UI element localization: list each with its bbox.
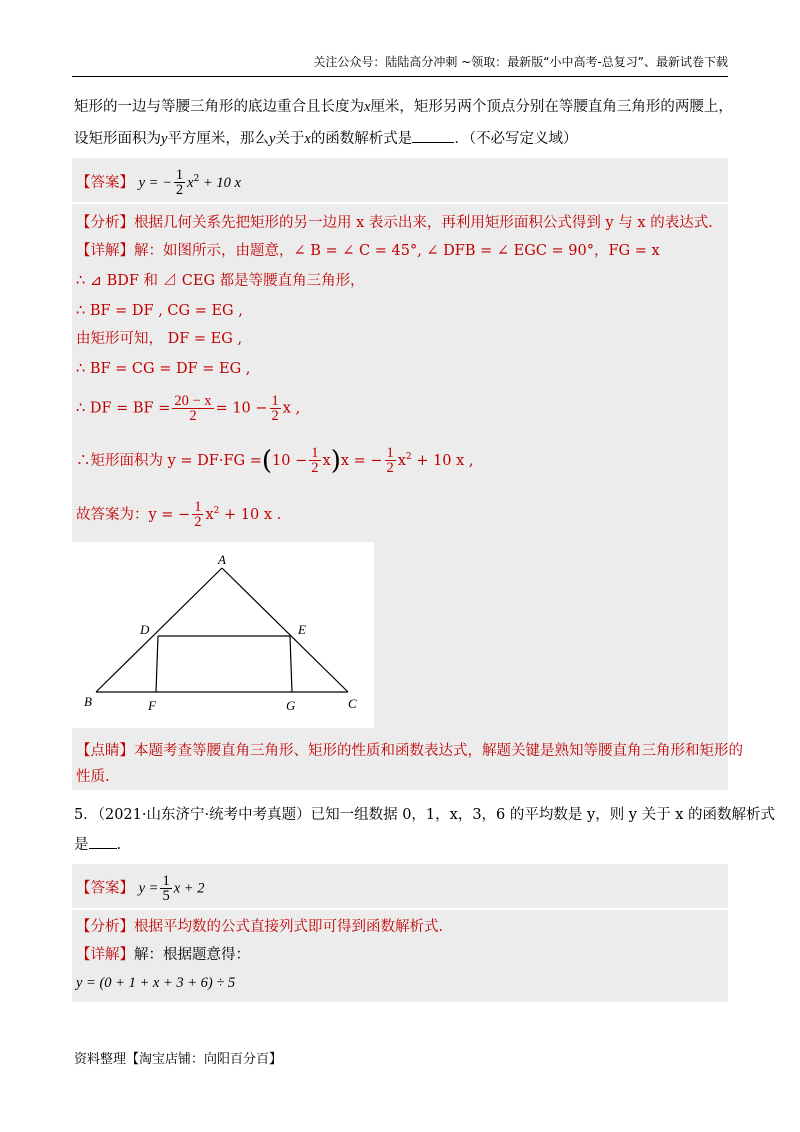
final-x: x: [205, 506, 214, 523]
q4-text: ．（不必写定义域）: [454, 131, 578, 147]
answer-fraction: [174, 168, 185, 197]
label-g: G: [286, 698, 296, 713]
step-1: ∴ ⊿ BDF 和 ⊿ CEG 都是等腰直角三角形，: [76, 273, 365, 289]
formula-row: y = (0 + 1 + x + 3 + 6) ÷ 5: [76, 975, 236, 991]
analysis4-row: [76, 212, 713, 234]
frac-num: 1: [194, 499, 202, 516]
side-ac: [222, 568, 348, 692]
answer4-row: [76, 168, 241, 197]
frac-den: 2: [311, 460, 319, 477]
triangle-rectangle-diagram: [72, 542, 374, 728]
step5-fraction2: [270, 394, 281, 423]
step6-x: x: [397, 452, 406, 469]
answer-tag: 【答案】: [76, 174, 134, 191]
step5-fraction: [172, 394, 213, 423]
step6-inner-x: x: [322, 452, 331, 469]
answer5-row: [76, 874, 204, 903]
detail4-row: [76, 240, 660, 262]
question5-line1: 5．（2021·山东济宁·统考中考真题）已知一组数据 0，1，x，3，6 的平均数是 y，则 y 关于 x 的函数解析式: [74, 807, 775, 823]
geometry-figure: [72, 542, 374, 728]
frac-num: 1: [175, 167, 184, 184]
left-paren: (: [261, 445, 273, 476]
frac-num: 1: [386, 445, 394, 462]
var-x: x: [364, 99, 371, 115]
question4-line2: [74, 128, 578, 150]
detail-text: 解：根据题意得：: [134, 947, 250, 963]
page-footer: [74, 1048, 282, 1067]
page-header: [72, 54, 728, 77]
analysis-tag: 【分析】: [76, 215, 134, 231]
frac-num: 20 − x: [174, 393, 212, 409]
frac-num: 1: [311, 445, 319, 462]
analysis-text: 根据平均数的公式直接列式即可得到函数解析式.: [134, 919, 444, 935]
detail-text: 解：如图所示，由题意，∠ B = ∠ C = 45°, ∠ DFB = ∠ EGC = 90°，FG = x: [134, 243, 660, 259]
segment-eg: [290, 636, 292, 692]
step-6: [76, 446, 474, 475]
comment-tag: 【点睛】: [76, 743, 134, 759]
frac-den: 2: [194, 514, 202, 531]
answer-expr: + 10 x: [199, 174, 241, 191]
frac-num: 1: [162, 873, 170, 889]
step5-tail: x ,: [282, 400, 301, 417]
step6-inner: 10 −: [272, 452, 308, 469]
var-y: y: [161, 131, 168, 147]
step6-fraction: [309, 446, 320, 475]
step6-tail: + 10 x ,: [411, 452, 474, 469]
answer-blank: [412, 142, 454, 143]
label-f: F: [148, 698, 156, 713]
q5-text: 是: [74, 837, 89, 853]
frac-num: 1: [271, 393, 279, 409]
step-4: ∴ BF = CG = DF = EG ,: [76, 361, 251, 377]
step-5: [76, 394, 300, 423]
q4-text: 设矩形面积为: [74, 131, 161, 147]
analysis5-row: [76, 916, 443, 938]
answer-fraction: [160, 874, 171, 903]
q4-text: 厘米，矩形另两个顶点分别在等腰直角三角形的两腰上，: [370, 99, 733, 115]
frac-den: 5: [162, 888, 170, 904]
final-fraction: [192, 500, 203, 529]
frac-den: 2: [175, 182, 184, 199]
final-answer-row: [76, 500, 281, 529]
step-2: ∴ BF = DF , CG = EG ,: [76, 303, 243, 319]
q4-text: 关于: [275, 131, 305, 147]
step6-fraction2: [385, 446, 396, 475]
answer-expr: y =: [138, 880, 159, 897]
step6-mid: x = −: [340, 452, 383, 469]
q4-text: 的函数解析式是: [310, 131, 413, 147]
answer-blank: [89, 848, 117, 849]
answer-expr: x: [187, 174, 194, 191]
footer-text: 资料整理【淘宝店铺：向阳百分百】: [74, 1052, 283, 1067]
label-a: A: [218, 552, 226, 567]
final-prefix: 故答案为：y = −: [76, 506, 191, 523]
frac-den: 2: [271, 408, 279, 424]
frac-den: 2: [386, 460, 394, 477]
var-y: y: [268, 131, 276, 147]
detail-tag: 【详解】: [76, 243, 134, 259]
step6-prefix: ∴矩形面积为 y = DF·FG =: [76, 452, 262, 469]
frac-den: 2: [189, 408, 197, 424]
question5-line2: [74, 834, 121, 856]
exponent: 2: [213, 506, 220, 516]
comment-text: 本题考查等腰直角三角形、矩形的性质和函数表达式，解题关键是熟知等腰直角三角形和矩形的: [134, 743, 743, 759]
comment-row-1: [76, 740, 743, 762]
analysis-text: 根据几何关系先把矩形的另一边用 x 表示出来，再利用矩形面积公式得到 y 与 x 的表达式.: [134, 215, 713, 231]
answer-expr: y = −: [138, 174, 172, 191]
detail5-row: [76, 944, 250, 966]
q5-text: .: [116, 837, 122, 853]
segment-df: [156, 636, 158, 692]
q4-text: 平方厘米，那么: [167, 131, 269, 147]
label-e: E: [298, 622, 306, 637]
q4-text: 矩形的一边与等腰三角形的底边重合且长度为: [74, 99, 364, 115]
step5-prefix: ∴ DF = BF =: [76, 400, 171, 417]
label-d: D: [140, 622, 150, 637]
final-tail: + 10 x .: [219, 506, 282, 523]
answer-expr: x + 2: [173, 880, 205, 897]
answer-tag: 【答案】: [76, 880, 134, 897]
step5-mid: = 10 −: [215, 400, 268, 417]
label-b: B: [84, 694, 92, 709]
detail-tag: 【详解】: [76, 947, 134, 963]
header-text: 关注公众号：陆陆高分冲刺 ~领取：最新版“小中高考-总复习”、最新试卷下载: [313, 55, 728, 69]
step-3: 由矩形可知， DF = EG ,: [76, 331, 243, 347]
side-ab: [96, 568, 222, 692]
var-x: x: [304, 131, 311, 147]
right-paren: ): [330, 445, 341, 476]
label-c: C: [348, 696, 357, 711]
exponent: 2: [193, 174, 200, 184]
analysis-tag: 【分析】: [76, 919, 134, 935]
exponent: 2: [405, 452, 412, 462]
question4-line1: [74, 96, 733, 118]
comment-row-2: 性质.: [76, 769, 110, 785]
